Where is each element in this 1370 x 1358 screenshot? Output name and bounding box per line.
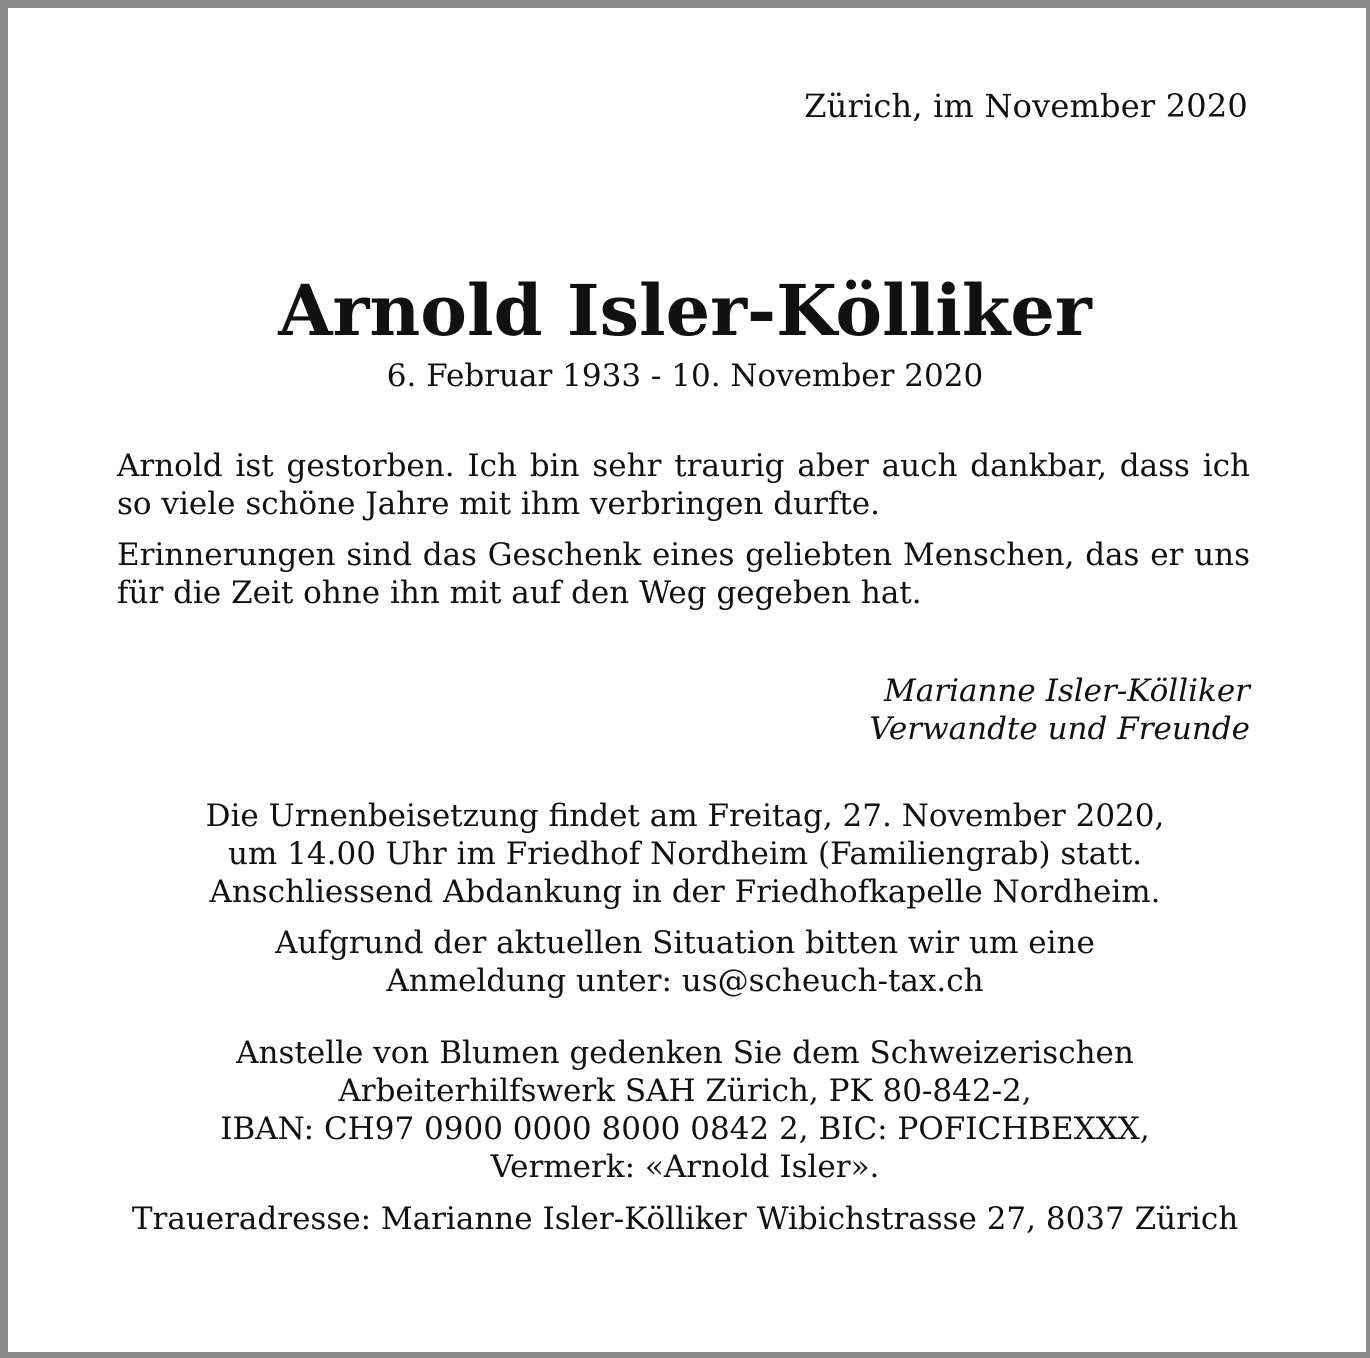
- message-paragraph-2: Erinnerungen sind das Geschenk eines geliebten Menschen, das er uns für die Zeit ohne ihn mit auf den Weg gegeben hat.: [117, 537, 1250, 611]
- mourning-address: [0, 1200, 1370, 1238]
- place-date: Zürich, im November 2020: [804, 87, 1248, 125]
- signature-line: Marianne Isler-Kölliker: [884, 673, 1250, 709]
- donation-line: Arbeiterhilfswerk SAH Zürich, PK 80-842-2,: [338, 1073, 1032, 1109]
- signature-line: Verwandte und Freunde: [869, 711, 1250, 747]
- burial-info: [0, 797, 1370, 911]
- message-paragraph-1: Arnold ist gestorben. Ich bin sehr traurig aber auch dankbar, dass ich so viele schöne Jahre mit ihm verbringen durfte.: [117, 448, 1250, 522]
- donation-line: Vermerk: «Arnold Isler».: [490, 1149, 880, 1185]
- registration-line: Aufgrund der aktuellen Situation bitten wir um eine: [275, 925, 1095, 961]
- donation-line: IBAN: CH97 0900 0000 8000 0842 2, BIC: POFICHBEXXX,: [220, 1111, 1150, 1147]
- donation-info: [0, 1034, 1370, 1186]
- registration-line: Anmeldung unter: us@scheuch-tax.ch: [386, 963, 984, 999]
- deceased-name: Arnold Isler-Kölliker: [278, 269, 1092, 352]
- life-dates: 6. Februar 1933 - 10. November 2020: [386, 358, 984, 394]
- burial-line: Anschliessend Abdankung in der Friedhofkapelle Nordheim.: [209, 874, 1161, 910]
- donation-line: Anstelle von Blumen gedenken Sie dem Schweizerischen: [236, 1035, 1134, 1071]
- signature: [869, 672, 1250, 748]
- burial-line: Die Urnenbeisetzung findet am Freitag, 27. November 2020,: [205, 798, 1165, 834]
- burial-line: um 14.00 Uhr im Friedhof Nordheim (Familiengrab) statt.: [227, 836, 1143, 872]
- mourning-address-line: Traueradresse: Marianne Isler-Kölliker Wibichstrasse 27, 8037 Zürich: [131, 1201, 1239, 1237]
- registration-info: [0, 924, 1370, 1000]
